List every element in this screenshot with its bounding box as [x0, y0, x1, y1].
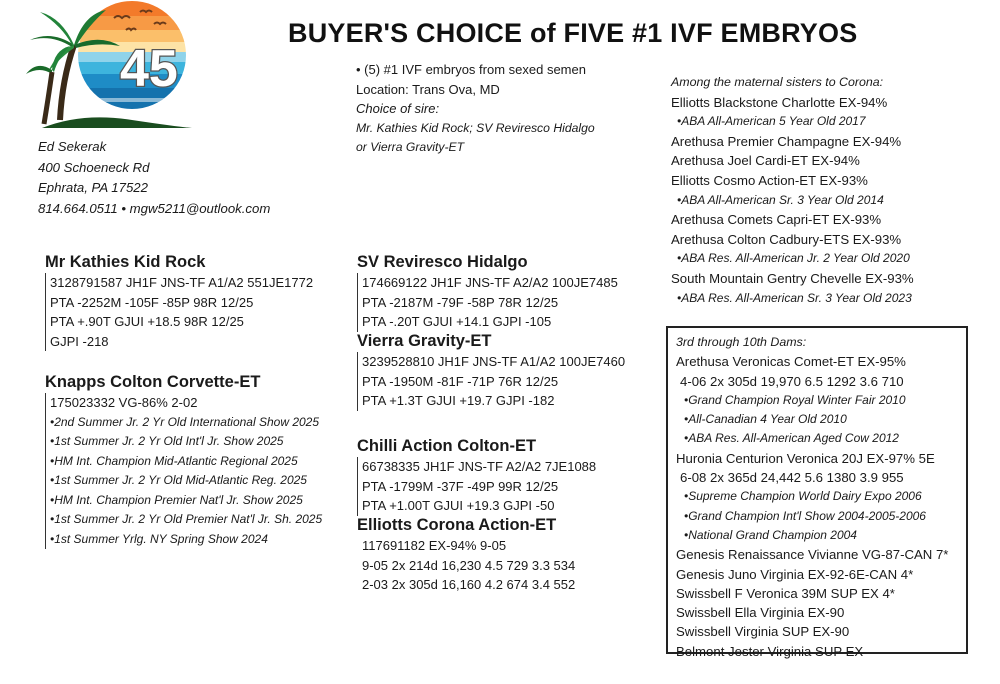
sire-pta-line: PTA +1.3T GJUI +19.7 GJPI -182: [362, 393, 555, 408]
sire-pta-line: PTA -.20T GJUI +14.1 GJPI -105: [362, 314, 552, 329]
award-line: •1st Summer Jr. 2 Yr Old Premier Nat'l Jr. Sh. 2025: [50, 512, 323, 526]
sisters-heading: Among the maternal sisters to Corona:: [671, 75, 884, 89]
sister-award-line: •ABA Res. All-American Sr. 3 Year Old 2023: [677, 290, 912, 305]
dam-id-line: 175023332 VG-86% 2-02: [50, 395, 198, 410]
sire-kid-rock: [45, 252, 313, 351]
sister-name-line: Arethusa Colton Cadbury-ETS EX-93%: [671, 231, 902, 247]
sister-name-line: Arethusa Premier Champagne EX-94%: [671, 133, 902, 149]
lot-logo: [22, 0, 192, 128]
dam-name-line: Swissbell F Veronica 39M SUP EX 4*: [676, 585, 895, 601]
dam-name-line: Swissbell Virginia SUP EX-90: [676, 624, 850, 640]
sister-name-line: South Mountain Gentry Chevelle EX-93%: [671, 270, 914, 286]
award-line: •1st Summer Jr. 2 Yr Old Mid-Atlantic Reg. 2025: [50, 473, 307, 487]
sire-name: Mr Kathies Kid Rock: [45, 253, 206, 271]
sire-pta-line: PTA -2187M -79F -58P 78R 12/25: [362, 294, 559, 310]
choice-line-2: or Vierra Gravity-ET: [356, 140, 465, 155]
dams-box: [666, 326, 968, 659]
sire-pta-line: PTA +1.00T GJUI +19.3 GJPI -50: [362, 498, 555, 513]
consignor-contact: 814.664.0511 • mgw5211@outlook.com: [38, 200, 271, 216]
dam-production-record: 6-08 2x 365d 24,442 5.6 1380 3.9 955: [680, 470, 904, 486]
sister-award-line: •ABA All-American Sr. 3 Year Old 2014: [677, 192, 884, 207]
dam-award-line: •Supreme Champion World Dairy Expo 2006: [684, 489, 922, 504]
lot-location: Location: Trans Ova, MD: [356, 81, 500, 97]
sire-name: Vierra Gravity-ET: [357, 332, 492, 350]
sire-id-line: 3128791587 JH1F JNS-TF A1/A2 551JE1772: [50, 275, 314, 290]
sire-id-line: 174669122 JH1F JNS-TF A2/A2 100JE7485: [362, 275, 618, 290]
page-title: BUYER'S CHOICE of FIVE #1 IVF EMBRYOS: [288, 18, 858, 48]
production-record: 2-03 2x 305d 16,160 4.2 674 3.4 552: [362, 577, 576, 592]
dam-name-line: Arethusa Veronicas Comet-ET EX-95%: [676, 354, 906, 370]
sister-name-line: Elliotts Blackstone Charlotte EX-94%: [671, 94, 888, 110]
award-line: •HM Int. Champion Premier Nat'l Jr. Show 2025: [50, 492, 303, 507]
consignor-city: Ephrata, PA 17522: [38, 180, 148, 195]
sire-name: SV Reviresco Hidalgo: [357, 253, 528, 271]
sire-gravity: [357, 331, 625, 411]
sire-pta-line: PTA -1950M -81F -71P 76R 12/25: [362, 373, 559, 389]
maternal-sisters: [671, 73, 914, 308]
dam-name-line: Genesis Juno Virginia EX-92-6E-CAN 4*: [676, 566, 914, 582]
dam-award-line: •National Grand Champion 2004: [684, 527, 857, 542]
sister-name-line: Arethusa Joel Cardi-ET EX-94%: [671, 153, 860, 169]
dam-name-line: Belmont Jester Virginia SUP EX: [676, 643, 864, 659]
award-line: •2nd Summer Jr. 2 Yr Old International Show 2025: [50, 414, 320, 429]
dam-award-line: •ABA Res. All-American Aged Cow 2012: [684, 431, 899, 446]
sire-id-line: 3239528810 JH1F JNS-TF A1/A2 100JE7460: [362, 354, 626, 369]
dam-production-record: 4-06 2x 305d 19,970 6.5 1292 3.6 710: [680, 373, 904, 389]
dam-name-line: Genesis Renaissance Vivianne VG-87-CAN 7*: [676, 547, 949, 563]
lot-description: • (5) #1 IVF embryos from sexed semen: [356, 62, 586, 77]
award-line: •1st Summer Yrlg. NY Spring Show 2024: [50, 531, 268, 546]
sister-name-line: Arethusa Comets Capri-ET EX-93%: [671, 212, 882, 228]
sire-pta-line: PTA -2252M -105F -85P 98R 12/25: [50, 294, 254, 310]
award-line: •HM Int. Champion Mid-Atlantic Regional 2025: [50, 453, 298, 468]
dam-name-line: Huronia Centurion Veronica 20J EX-97% 5E: [676, 450, 935, 466]
production-record: 9-05 2x 214d 16,230 4.5 729 3.3 534: [362, 557, 576, 573]
dam-award-line: •All-Canadian 4 Year Old 2010: [684, 412, 847, 427]
dam-name: Knapps Colton Corvette-ET: [45, 373, 261, 391]
dams-heading: 3rd through 10th Dams:: [676, 335, 807, 349]
lot-info: [356, 60, 595, 158]
sire-id-line: 66738335 JH1F JNS-TF A2/A2 7JE1088: [362, 459, 597, 474]
lot-number: 45: [120, 40, 178, 98]
award-line: •1st Summer Jr. 2 Yr Old Int'l Jr. Show 2025: [50, 434, 284, 448]
consignor-name: Ed Sekerak: [38, 139, 107, 154]
dam-name-line: Swissbell Ella Virginia EX-90: [676, 605, 845, 621]
sire-hidalgo: [357, 252, 618, 332]
sister-name-line: Elliotts Cosmo Action-ET EX-93%: [671, 172, 868, 188]
choice-line-1: Mr. Kathies Kid Rock; SV Reviresco Hidalgo: [356, 120, 595, 135]
dam-award-line: •Grand Champion Int'l Show 2004-2005-2006: [684, 508, 926, 523]
choice-label: Choice of sire:: [356, 101, 440, 117]
dam-name: Elliotts Corona Action-ET: [357, 516, 557, 534]
consignor-address: 400 Schoeneck Rd: [38, 159, 150, 175]
sire-pta-line: PTA -1799M -37F -49P 99R 12/25: [362, 478, 559, 494]
dam-id-line: 117691182 EX-94% 9-05: [362, 538, 507, 553]
sister-award-line: •ABA Res. All-American Jr. 2 Year Old 2020: [677, 251, 910, 266]
sire-pta-line: PTA +.90T GJUI +18.5 98R 12/25: [50, 314, 244, 329]
sire-gjpi-line: GJPI -218: [50, 333, 109, 349]
consignor-info: [38, 137, 270, 219]
dam-corvette: [45, 372, 322, 549]
dam-award-line: •Grand Champion Royal Winter Fair 2010: [684, 392, 906, 407]
sire-name: Chilli Action Colton-ET: [357, 437, 537, 455]
dam-corona: [357, 515, 575, 595]
island-ground: [42, 117, 192, 128]
sire-chilli: [357, 436, 596, 516]
sister-award-line: •ABA All-American 5 Year Old 2017: [677, 114, 866, 129]
